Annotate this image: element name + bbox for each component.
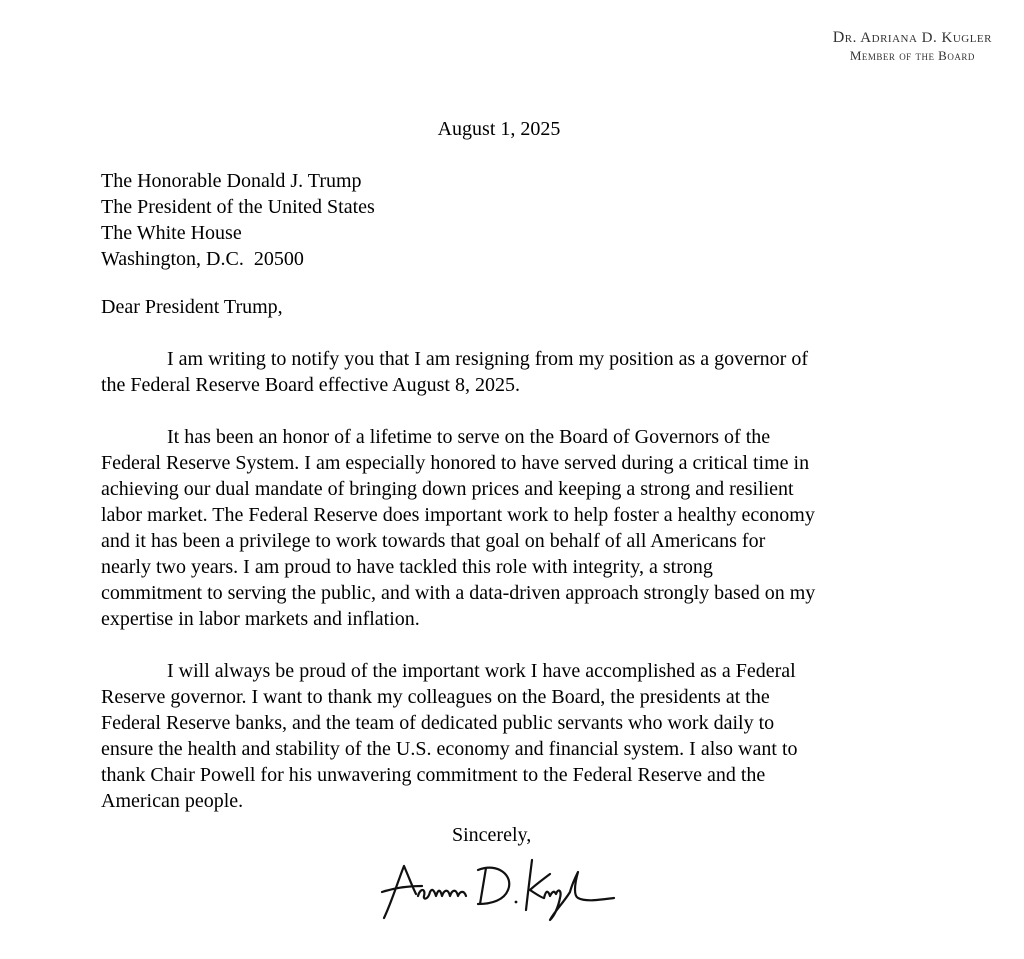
recipient-line: Washington, D.C. 20500 bbox=[101, 248, 304, 270]
closing: Sincerely, bbox=[452, 824, 532, 846]
letterhead-role: Member of the Board bbox=[849, 48, 975, 63]
handwritten-signature bbox=[374, 846, 624, 926]
recipient-line: The White House bbox=[101, 222, 242, 244]
body-line: Federal Reserve banks, and the team of dedicated public servants who work daily to bbox=[101, 712, 775, 734]
body-line: and it has been a privilege to work towards that goal on behalf of all Americans for bbox=[101, 530, 766, 552]
body-line: commitment to serving the public, and with a data-driven approach strongly based on my bbox=[101, 582, 816, 604]
paragraph-3 bbox=[101, 658, 921, 814]
letter-date bbox=[0, 116, 1024, 142]
body-line: ensure the health and stability of the U.S. economy and financial system. I also want to bbox=[101, 738, 798, 760]
paragraph-2 bbox=[101, 424, 921, 632]
body-line: Federal Reserve System. I am especially honored to have served during a critical time in bbox=[101, 452, 810, 474]
letter-body bbox=[101, 346, 921, 840]
letter-date-text: August 1, 2025 bbox=[437, 118, 561, 140]
body-line: American people. bbox=[101, 790, 244, 812]
body-line: expertise in labor markets and inflation. bbox=[101, 608, 420, 630]
body-line: the Federal Reserve Board effective August 8, 2025. bbox=[101, 374, 520, 396]
recipient-line: The Honorable Donald J. Trump bbox=[101, 170, 362, 192]
body-line: It has been an honor of a lifetime to serve on the Board of Governors of the bbox=[167, 426, 771, 448]
body-line: labor market. The Federal Reserve does important work to help foster a healthy economy bbox=[101, 504, 815, 526]
paragraph-1 bbox=[101, 346, 921, 398]
body-line: Reserve governor. I want to thank my colleagues on the Board, the presidents at the bbox=[101, 686, 770, 708]
recipient-line: The President of the United States bbox=[101, 196, 375, 218]
body-line: I am writing to notify you that I am resigning from my position as a governor of bbox=[167, 348, 808, 370]
recipient-address bbox=[101, 168, 375, 272]
body-line: achieving our dual mandate of bringing down prices and keeping a strong and resilient bbox=[101, 478, 794, 500]
letterhead bbox=[833, 28, 992, 64]
salutation: Dear President Trump, bbox=[101, 296, 283, 318]
body-line: nearly two years. I am proud to have tackled this role with integrity, a strong bbox=[101, 556, 713, 578]
body-line: thank Chair Powell for his unwavering commitment to the Federal Reserve and the bbox=[101, 764, 766, 786]
letterhead-name: Dr. Adriana D. Kugler bbox=[832, 29, 992, 46]
body-line: I will always be proud of the important work I have accomplished as a Federal bbox=[167, 660, 796, 682]
